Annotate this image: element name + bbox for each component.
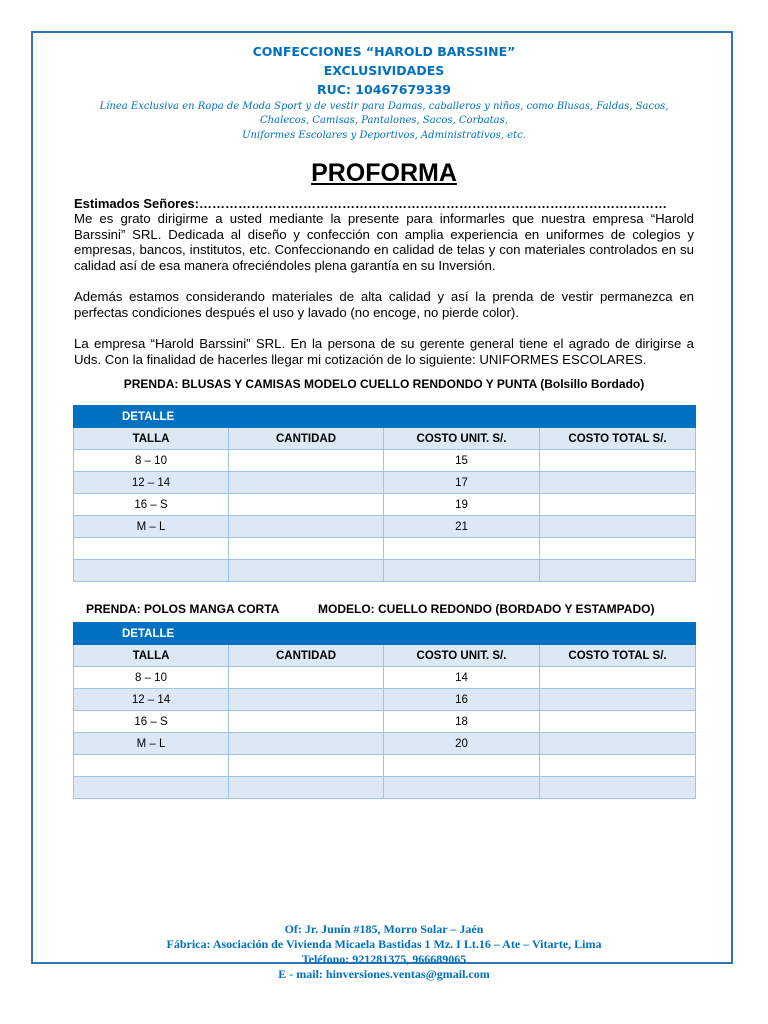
total-cost-cell bbox=[540, 689, 696, 711]
total-cost-cell bbox=[540, 667, 696, 689]
letter-body bbox=[74, 196, 694, 383]
size-cell bbox=[74, 538, 229, 560]
table-row bbox=[74, 516, 696, 538]
table-row bbox=[74, 667, 696, 689]
total-cost-cell bbox=[540, 538, 696, 560]
unit-cost-cell bbox=[384, 560, 540, 582]
size-cell: 16 – S bbox=[74, 711, 229, 733]
table-row bbox=[74, 450, 696, 472]
quantity-cell bbox=[229, 450, 384, 472]
paragraph-intro: Me es grato dirigirme a usted mediante la presente para informarles que nuestra empresa “Harold Barssini” SRL. Dedicada al diseño y confección con amplia experiencia en uniformes de colegios y empresas, bancos, institutos, etc. Confeccionando en calidad de telas y con materiales controlados en su calidad así de esa manera ofreciéndoles plena garantía en su Inversión. bbox=[74, 211, 694, 273]
unit-cost-cell bbox=[384, 755, 540, 777]
table-detail-label: DETALLE bbox=[74, 623, 696, 645]
table-row bbox=[74, 733, 696, 755]
document-title: PROFORMA bbox=[311, 159, 457, 187]
size-cell: M – L bbox=[74, 516, 229, 538]
footer-contact bbox=[0, 922, 768, 982]
table-row bbox=[74, 472, 696, 494]
size-cell: 12 – 14 bbox=[74, 689, 229, 711]
unit-cost-cell: 14 bbox=[384, 667, 540, 689]
size-cell bbox=[74, 560, 229, 582]
size-cell: M – L bbox=[74, 733, 229, 755]
total-cost-cell bbox=[540, 777, 696, 799]
quantity-cell bbox=[229, 755, 384, 777]
column-header: COSTO UNIT. S/. bbox=[384, 645, 540, 667]
paragraph-materials: Además estamos considerando materiales de alta calidad y así la prenda de vestir permanezca en perfectas condiciones después el uso y lavado (no encoge, no pierde color). bbox=[74, 289, 694, 320]
table-row bbox=[74, 755, 696, 777]
size-cell bbox=[74, 755, 229, 777]
office-address: Of: Jr. Junín #185, Morro Solar – Jaén bbox=[284, 922, 484, 936]
company-ruc: RUC: 10467679339 bbox=[317, 82, 451, 97]
table-row bbox=[74, 777, 696, 799]
quantity-cell bbox=[229, 472, 384, 494]
table-row bbox=[74, 560, 696, 582]
column-header: TALLA bbox=[74, 428, 229, 450]
table-row bbox=[74, 538, 696, 560]
email-address: E - mail: hinversiones.ventas@gmail.com bbox=[278, 967, 490, 981]
unit-cost-cell: 21 bbox=[384, 516, 540, 538]
garment-heading-2: PRENDA: POLOS MANGA CORTA bbox=[86, 602, 280, 616]
total-cost-cell bbox=[540, 711, 696, 733]
size-cell: 8 – 10 bbox=[74, 667, 229, 689]
quantity-cell bbox=[229, 494, 384, 516]
quantity-cell bbox=[229, 711, 384, 733]
company-subtitle: EXCLUSIVIDADES bbox=[323, 63, 445, 78]
table-row bbox=[74, 494, 696, 516]
price-table-1 bbox=[73, 405, 696, 582]
unit-cost-cell bbox=[384, 777, 540, 799]
unit-cost-cell bbox=[384, 538, 540, 560]
quantity-cell bbox=[229, 516, 384, 538]
size-cell bbox=[74, 777, 229, 799]
column-header: TALLA bbox=[74, 645, 229, 667]
total-cost-cell bbox=[540, 755, 696, 777]
company-name: CONFECCIONES “HAROLD BARSSINE” bbox=[252, 44, 516, 59]
column-header: COSTO TOTAL S/. bbox=[540, 428, 696, 450]
unit-cost-cell: 18 bbox=[384, 711, 540, 733]
table-detail-label: DETALLE bbox=[74, 406, 696, 428]
unit-cost-cell: 15 bbox=[384, 450, 540, 472]
salutation: Estimados Señores:……………………………………………………………………………………………… bbox=[74, 196, 667, 211]
table-row bbox=[74, 711, 696, 733]
factory-address: Fábrica: Asociación de Vivienda Micaela Bastidas 1 Mz. I Lt.16 – Ate – Vitarte, Lima bbox=[166, 937, 602, 951]
total-cost-cell bbox=[540, 560, 696, 582]
total-cost-cell bbox=[540, 516, 696, 538]
quantity-cell bbox=[229, 689, 384, 711]
quantity-cell bbox=[229, 538, 384, 560]
column-header: CANTIDAD bbox=[229, 428, 384, 450]
size-cell: 16 – S bbox=[74, 494, 229, 516]
quantity-cell bbox=[229, 777, 384, 799]
quantity-cell bbox=[229, 733, 384, 755]
price-table-2 bbox=[73, 622, 696, 799]
quantity-cell bbox=[229, 560, 384, 582]
company-tagline: Línea Exclusiva en Ropa de Moda Sport y de vestir para Damas, caballeros y niños, como Blusas, Faldas, Sacos, Chalecos, Camisas, Pantalones, Sacos, Corbatas, bbox=[99, 101, 669, 126]
table-row bbox=[74, 689, 696, 711]
garment-heading-1: PRENDA: BLUSAS Y CAMISAS MODELO CUELLO RENDONDO Y PUNTA (Bolsillo Bordado) bbox=[123, 377, 645, 391]
quantity-cell bbox=[229, 667, 384, 689]
garment-model-2: MODELO: CUELLO REDONDO (BORDADO Y ESTAMPADO) bbox=[318, 602, 655, 616]
column-header: CANTIDAD bbox=[229, 645, 384, 667]
phone-numbers: Teléfono: 921281375, 966689065 bbox=[301, 952, 467, 966]
column-header: COSTO UNIT. S/. bbox=[384, 428, 540, 450]
total-cost-cell bbox=[540, 733, 696, 755]
paragraph-quote: La empresa “Harold Barssini” SRL. En la persona de su gerente general tiene el agrado de dirigirse a Uds. Con la finalidad de hacerles llegar mi cotización de lo siguiente: UNIFORMES ESCOLARES. bbox=[74, 336, 694, 367]
unit-cost-cell: 19 bbox=[384, 494, 540, 516]
letterhead bbox=[0, 42, 768, 143]
total-cost-cell bbox=[540, 494, 696, 516]
company-tagline-2: Uniformes Escolares y Deportivos, Administrativos, etc. bbox=[242, 130, 526, 141]
unit-cost-cell: 16 bbox=[384, 689, 540, 711]
size-cell: 8 – 10 bbox=[74, 450, 229, 472]
unit-cost-cell: 20 bbox=[384, 733, 540, 755]
size-cell: 12 – 14 bbox=[74, 472, 229, 494]
total-cost-cell bbox=[540, 472, 696, 494]
total-cost-cell bbox=[540, 450, 696, 472]
unit-cost-cell: 17 bbox=[384, 472, 540, 494]
column-header: COSTO TOTAL S/. bbox=[540, 645, 696, 667]
